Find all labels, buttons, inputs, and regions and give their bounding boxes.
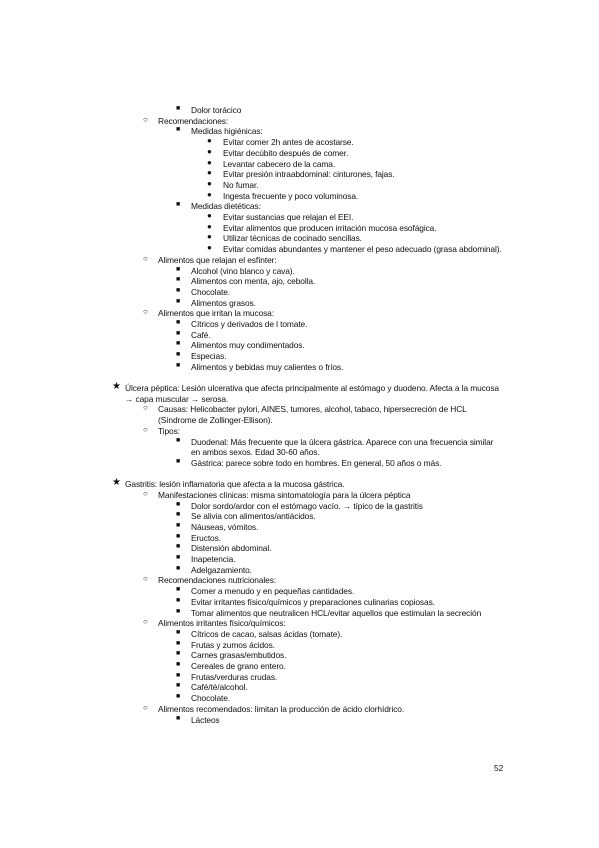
square-bullet-icon: ■ xyxy=(176,639,181,647)
dot-bullet-icon: ● xyxy=(207,168,212,178)
star-bullet-icon: ★ xyxy=(112,477,121,489)
list-item-text: Medidas dietéticas: xyxy=(191,201,261,212)
dot-bullet-icon: ● xyxy=(207,221,212,231)
list-item-text: Tipos: xyxy=(158,425,180,436)
list-item-text: Gástrica: parece sobre todo en hombres. En general, 50 años o más. xyxy=(191,457,442,468)
square-bullet-icon: ■ xyxy=(176,693,181,701)
square-bullet-icon: ■ xyxy=(176,596,181,604)
list-item-text: Manifestaciones clínicas: misma sintomatología para la úlcera péptica xyxy=(158,489,411,500)
square-bullet-icon: ■ xyxy=(176,554,181,561)
list-item-text: Evitar irritantes físico/químicos y preparaciones culinarias copiosas. xyxy=(191,596,435,607)
list-item-text: en ambos sexos. Edad 30-60 años. xyxy=(191,447,320,458)
square-bullet-icon: ■ xyxy=(176,201,181,209)
list-item-text: Evitar comer 2h antes de acostarse. xyxy=(223,137,354,148)
square-bullet-icon: ■ xyxy=(176,661,181,668)
list-item-text: Alimentos que irritan la mucosa: xyxy=(158,308,274,319)
list-item-text: Dolor torácico xyxy=(191,105,242,115)
circle-bullet-icon: ○ xyxy=(143,424,148,434)
list-item-text: Dolor sordo/ardor con el estómago vacío. → típico de la gastritis xyxy=(191,500,423,511)
square-bullet-icon: ■ xyxy=(176,607,181,615)
square-bullet-icon: ■ xyxy=(176,628,181,636)
list-item-text: Inapetencia. xyxy=(191,554,236,564)
square-bullet-icon: ■ xyxy=(176,276,181,284)
list-item-text: Cítricos de cacao, salsas ácidas (tomate). xyxy=(191,628,343,639)
dot-bullet-icon: ● xyxy=(207,189,212,199)
list-item-text: Chocolate. xyxy=(191,693,231,704)
list-item-text: Carnes grasas/embutidos. xyxy=(191,650,287,661)
list-item-text: (Síndrome de Zollinger-Ellison). xyxy=(158,415,273,426)
square-bullet-icon: ■ xyxy=(176,126,181,134)
circle-bullet-icon: ○ xyxy=(143,253,148,263)
list-item-text: Utilizar técnicas de cocinado sencillas. xyxy=(223,233,362,244)
dot-bullet-icon: ● xyxy=(207,146,212,156)
list-item-text: Alimentos con menta, ajo, cebolla. xyxy=(191,276,316,287)
circle-bullet-icon: ○ xyxy=(143,617,148,627)
dot-bullet-icon: ● xyxy=(207,211,212,220)
list-item-text: Distensión abdominal. xyxy=(191,543,272,554)
square-bullet-icon: ■ xyxy=(176,543,181,551)
list-item-text: Úlcera péptica: Lesión ulcerativa que afecta principalmente al estómago y duodeno. Afecta a la mucosa xyxy=(125,383,499,393)
list-item-text: Alimentos y bebidas muy calientes o fríos. xyxy=(191,361,344,372)
square-bullet-icon: ■ xyxy=(176,361,181,369)
square-bullet-icon: ■ xyxy=(176,329,181,337)
square-bullet-icon: ■ xyxy=(176,297,181,305)
list-item-text: Evitar comidas abundantes y mantener el peso adecuado (grasa abdominal). xyxy=(223,244,502,255)
square-bullet-icon: ■ xyxy=(176,500,181,508)
list-item-text: Se alivia con alimentos/antiácidos. xyxy=(191,511,316,522)
list-item-text: Chocolate. xyxy=(191,286,231,297)
dot-bullet-icon: ● xyxy=(207,243,212,253)
list-item-text: Causas: Helicobacter pylori, AINES, tumores, alcohol, tabaco, hipersecreción de HCL xyxy=(158,404,467,415)
square-bullet-icon: ■ xyxy=(176,564,181,572)
list-item-text: Evitar presión intraabdominal: cinturones, fajas. xyxy=(223,169,395,180)
square-bullet-icon: ■ xyxy=(176,511,181,519)
square-bullet-icon: ■ xyxy=(176,319,181,326)
circle-bullet-icon: ○ xyxy=(143,488,148,498)
list-item-text: Lácteos xyxy=(191,714,220,725)
square-bullet-icon: ■ xyxy=(176,286,181,294)
dot-bullet-icon: ● xyxy=(207,157,212,167)
square-bullet-icon: ■ xyxy=(176,340,181,348)
list-item-text: Medidas higiénicas: xyxy=(191,126,263,137)
list-item-text: Alimentos grasos. xyxy=(191,297,256,308)
circle-bullet-icon: ○ xyxy=(143,574,148,584)
circle-bullet-icon: ○ xyxy=(143,702,148,712)
list-item-text: Adelgazamiento. xyxy=(191,564,252,575)
list-item-text: Alimentos recomendados: limitan la producción de ácido clorhídrico. xyxy=(158,703,405,714)
list-item-text: Frutas y zumos ácidos. xyxy=(191,639,275,650)
list-item-text: → capa muscular → serosa. xyxy=(125,393,229,404)
list-item-text: Comer a menudo y en pequeñas cantidades. xyxy=(191,586,355,597)
square-bullet-icon: ■ xyxy=(176,586,181,594)
list-item-text: Café. xyxy=(191,329,211,340)
dot-bullet-icon: ● xyxy=(207,232,212,242)
list-item-text: Ingesta frecuente y poco voluminosa. xyxy=(223,190,359,201)
list-item-text: Cereales de grano entero. xyxy=(191,661,286,671)
circle-bullet-icon: ○ xyxy=(143,403,148,413)
list-item-text: No fumar. xyxy=(223,179,259,190)
star-bullet-icon: ★ xyxy=(112,381,121,392)
square-bullet-icon: ■ xyxy=(176,650,181,658)
list-item-text: Eructos. xyxy=(191,532,221,543)
square-bullet-icon: ■ xyxy=(176,351,181,359)
list-item-text: Cítricos y derivados de l tomate. xyxy=(191,319,308,329)
list-item-text: Gastritis: lesión inflamatoria que afecta a la mucosa gástrica. xyxy=(125,479,345,490)
square-bullet-icon: ■ xyxy=(176,532,181,540)
list-item-text: Evitar sustancias que relajan el EEI. xyxy=(223,212,354,222)
square-bullet-icon: ■ xyxy=(176,521,181,529)
list-item-text: Náuseas, vómitos. xyxy=(191,521,259,532)
square-bullet-icon: ■ xyxy=(176,265,181,273)
circle-bullet-icon: ○ xyxy=(143,114,148,124)
list-item-text: Alimentos que relajan el esfínter: xyxy=(158,254,277,265)
list-item-text: Especias. xyxy=(191,351,227,362)
list-item-text: Café/té/alcohol. xyxy=(191,682,248,693)
square-bullet-icon: ■ xyxy=(176,682,181,690)
list-item-text: Duodenal: Más frecuente que la úlcera gástrica. Aparece con una frecuencia similar xyxy=(191,436,494,447)
list-item-text: Recomendaciones: xyxy=(158,115,229,126)
list-item-text: Recomendaciones nutricionales: xyxy=(158,575,277,586)
dot-bullet-icon: ● xyxy=(207,178,212,188)
dot-bullet-icon: ● xyxy=(207,136,212,146)
list-item-text: Frutas/verduras crudas. xyxy=(191,671,278,682)
list-item-text: Evitar alimentos que producen irritación mucosa esofágica. xyxy=(223,222,437,233)
list-item-text: Alcohol (vino blanco y cava). xyxy=(191,265,295,276)
square-bullet-icon: ■ xyxy=(176,105,181,112)
list-item-text: Evitar decúbito después de comer. xyxy=(223,147,349,158)
square-bullet-icon: ■ xyxy=(176,436,181,444)
square-bullet-icon: ■ xyxy=(176,671,181,679)
square-bullet-icon: ■ xyxy=(176,457,181,465)
square-bullet-icon: ■ xyxy=(176,714,181,722)
page-number: 52 xyxy=(494,763,504,773)
list-item-text: Alimentos irritantes físico/químicos: xyxy=(158,618,286,629)
list-item-text: Tomar alimentos que neutralicen HCL/evitar aquellos que estimulan la secreción xyxy=(191,607,482,618)
circle-bullet-icon: ○ xyxy=(143,307,148,317)
list-item-text: Levantar cabecero de la cama. xyxy=(223,158,336,169)
list-item-text: Alimentos muy condimentados. xyxy=(191,340,305,351)
